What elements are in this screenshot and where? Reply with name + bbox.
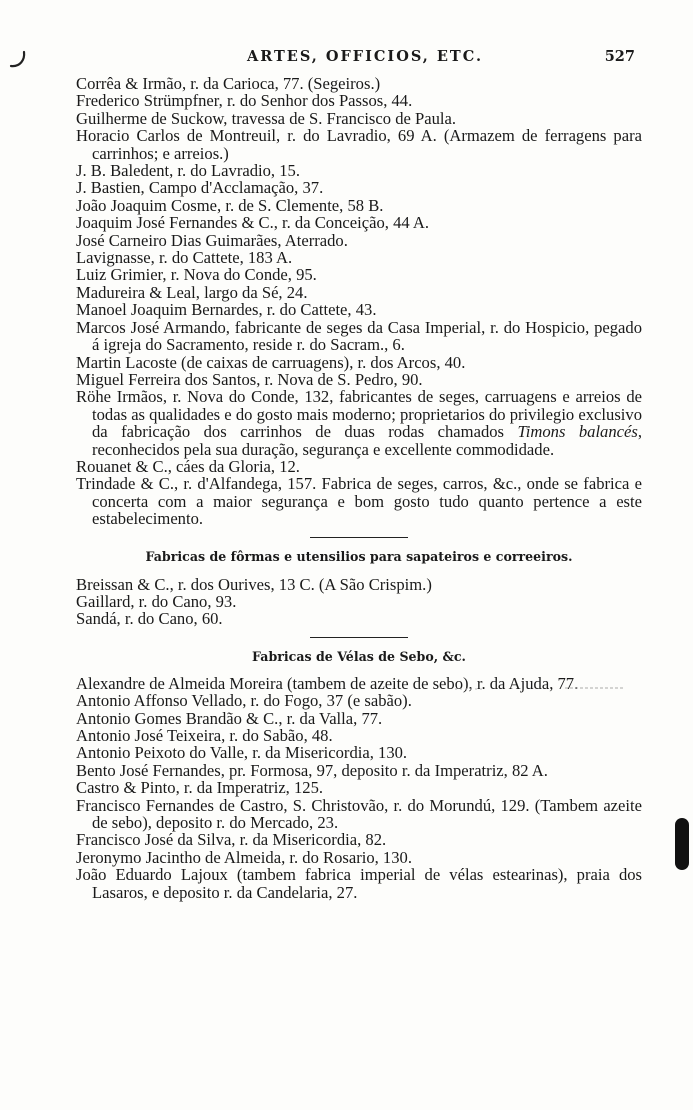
list-item: Gaillard, r. do Cano, 93. <box>76 591 237 611</box>
list-item: J. B. Baledent, r. do Lavradio, 15. <box>76 161 300 181</box>
scan-speckle <box>455 687 625 691</box>
list-item: Alexandre de Almeida Moreira (tambem de azeite de sebo), r. da Ajuda, 77. <box>76 673 579 693</box>
section-title-shoemaker-forms: Fabricas de fôrmas e utensilios para sapateiros e correeiros. <box>145 548 573 564</box>
list-item: Martin Lacoste (de caixas de carruagens), r. dos Arcos, 40. <box>76 352 466 372</box>
list-item: Francisco Fernandes de Castro, S. Christovão, r. do Morundú, 129. (Tambem azeite de sebo), deposito r. do Mercado, 23. <box>76 795 642 833</box>
list-item: Horacio Carlos de Montreuil, r. do Lavradio, 69 A. (Armazem de ferragens para carrinhos; e arreios.) <box>76 126 642 163</box>
section-carriage-makers <box>76 75 642 528</box>
running-header: ARTES, OFFICIOS, ETC. <box>246 48 484 65</box>
list-item: João Joaquim Cosme, r. de S. Clemente, 58 B. <box>76 195 384 215</box>
list-item: Madureira & Leal, largo da Sé, 24. <box>76 282 308 302</box>
list-item: Miguel Ferreira dos Santos, r. Nova de S. Pedro, 90. <box>76 369 423 389</box>
list-item: Antonio Peixoto do Valle, r. da Misericordia, 130. <box>76 743 408 763</box>
list-item: Trindade & C., r. d'Alfandega, 157. Fabrica de seges, carros, &c., onde se fabrica e concerta com a maior segurança e bom gosto tudo quanto pertence a este estabelecimento. <box>76 474 642 529</box>
section-divider <box>310 537 408 538</box>
list-item: Joaquim José Fernandes & C., r. da Conceição, 44 A. <box>76 213 430 233</box>
page-content <box>76 75 642 901</box>
section-shoemaker-forms <box>76 576 642 628</box>
margin-pencil-mark <box>8 50 30 72</box>
list-item: Corrêa & Irmão, r. da Carioca, 77. (Segeiros.) <box>76 74 381 93</box>
section-divider <box>310 637 408 638</box>
rohe-italic-term: Timons balancés <box>517 422 638 442</box>
list-item: J. Bastien, Campo d'Acclamação, 37. <box>76 178 324 198</box>
list-item: Marcos José Armando, fabricante de seges da Casa Imperial, r. do Hospicio, pegado á igreja do Sacramento, reside r. do Sacram., 6. <box>76 317 642 355</box>
rohe-text-after: , reconhecidos pela sua duração, segurança e excellente commodidade. <box>92 422 642 459</box>
list-item: Castro & Pinto, r. da Imperatriz, 125. <box>76 778 324 798</box>
list-item: Rouanet & C., cáes da Gloria, 12. <box>76 456 300 476</box>
list-item: Manoel Joaquim Bernardes, r. do Cattete, 43. <box>76 300 377 320</box>
list-item: Antonio Affonso Vellado, r. do Fogo, 37 (e sabão). <box>76 691 412 711</box>
list-item: José Carneiro Dias Guimarães, Aterrado. <box>76 230 348 250</box>
list-item: Antonio Gomes Brandão & C., r. da Valla, 77. <box>76 708 383 728</box>
list-item: Sandá, r. do Cano, 60. <box>76 609 223 629</box>
rohe-text-before: Röhe Irmãos, r. Nova do Conde, 132, fabricantes de seges, carruagens e arreios de todas as qualidades e do gosto mais moderno; proprietarios do privilegio exclusivo da fabricação dos carrinhos de duas rodas chamados <box>76 387 642 442</box>
list-item: Lavignasse, r. do Cattete, 183 A. <box>76 248 293 268</box>
list-item: Guilherme de Suckow, travessa de S. Francisco de Paula. <box>76 108 457 128</box>
list-item: João Eduardo Lajoux (tambem fabrica imperial de vélas estearinas), praia dos Lasaros, e deposito r. da Candelaria, 27. <box>76 865 642 902</box>
list-item: Francisco José da Silva, r. da Misericordia, 82. <box>76 830 387 850</box>
list-item: Frederico Strümpfner, r. do Senhor dos Passos, 44. <box>76 91 413 111</box>
section-title-tallow-candles: Fabricas de Vélas de Sebo, &c. <box>252 648 466 664</box>
list-item: Breissan & C., r. dos Ourives, 13 C. (A São Crispim.) <box>76 574 432 594</box>
list-item: Jeronymo Jacintho de Almeida, r. do Rosario, 130. <box>76 847 412 867</box>
page-edge-tab-mark <box>675 818 689 870</box>
list-item: Antonio José Teixeira, r. do Sabão, 48. <box>76 726 333 745</box>
list-item-rohe <box>76 388 642 458</box>
list-item: Luiz Grimier, r. Nova do Conde, 95. <box>76 265 317 285</box>
list-item: Bento José Fernandes, pr. Formosa, 97, deposito r. da Imperatriz, 82 A. <box>76 760 548 780</box>
page-number: 527 <box>604 48 635 65</box>
section-tallow-candles <box>76 675 642 901</box>
